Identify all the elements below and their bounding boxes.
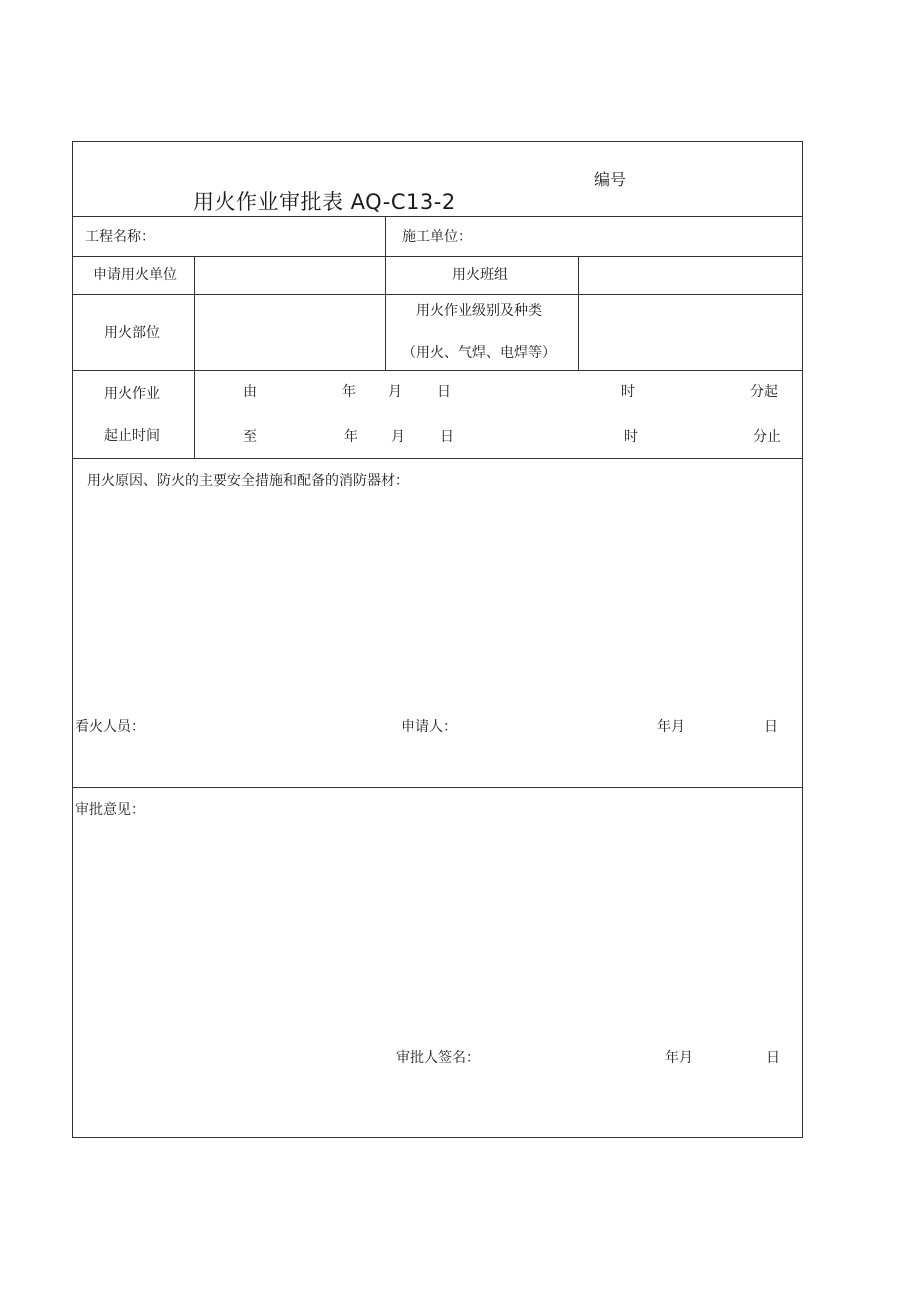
start-year-unit: 年 [342,384,356,400]
start-minute-unit: 分起 [750,384,778,400]
approve-year-month: 年月 [665,1050,693,1066]
start-day-unit: 日 [437,384,451,400]
row-divider [73,294,802,295]
reason-measures-field[interactable] [79,494,797,714]
contractor-field[interactable] [473,220,798,252]
row-divider [73,787,802,788]
level-type-field[interactable] [581,298,800,368]
watcher-label: 看火人员： [75,719,145,735]
row-divider [73,370,802,371]
start-month-unit: 月 [388,384,402,400]
time-label-line1: 用火作业 [104,386,160,402]
column-divider [194,256,195,458]
row-divider [73,216,802,217]
form-number-label: 编号 [594,170,627,189]
applicant-label: 申请人： [401,719,457,735]
form-title: 用火作业审批表 AQ-C13-2 [193,190,456,214]
time-label-line2: 起止时间 [104,428,160,444]
contractor-label: 施工单位： [402,229,472,245]
end-month-unit: 月 [391,429,405,445]
project-name-field[interactable] [163,220,381,252]
level-type-label: 用火作业级别及种类 [416,303,542,319]
location-field[interactable] [197,298,383,368]
end-hour-unit: 时 [624,429,638,445]
location-label: 用火部位 [104,325,160,341]
applicant-unit-field[interactable] [197,259,383,292]
approval-opinion-field[interactable] [79,822,797,1042]
start-prefix: 由 [243,384,257,400]
end-prefix: 至 [243,429,257,445]
apply-day: 日 [764,719,778,735]
apply-year-month: 年月 [657,719,685,735]
approver-signature-label: 审批人签名： [396,1050,480,1066]
start-hour-unit: 时 [621,384,635,400]
end-year-unit: 年 [344,429,358,445]
approval-opinion-label: 审批意见： [75,802,145,818]
reason-measures-label: 用火原因、防火的主要安全措施和配备的消防器材： [87,473,409,489]
column-divider [578,256,579,370]
row-divider [73,458,802,459]
column-divider [385,216,386,370]
fire-team-field[interactable] [581,259,800,292]
project-name-label: 工程名称： [85,229,155,245]
level-type-hint: （用火、气焊、电焊等） [402,345,556,361]
fire-team-label: 用火班组 [452,267,508,283]
fire-work-approval-form [72,141,803,1138]
row-divider [73,256,802,257]
end-minute-unit: 分止 [753,429,781,445]
applicant-unit-label: 申请用火单位 [93,267,177,283]
approve-day: 日 [766,1050,780,1066]
end-day-unit: 日 [440,429,454,445]
